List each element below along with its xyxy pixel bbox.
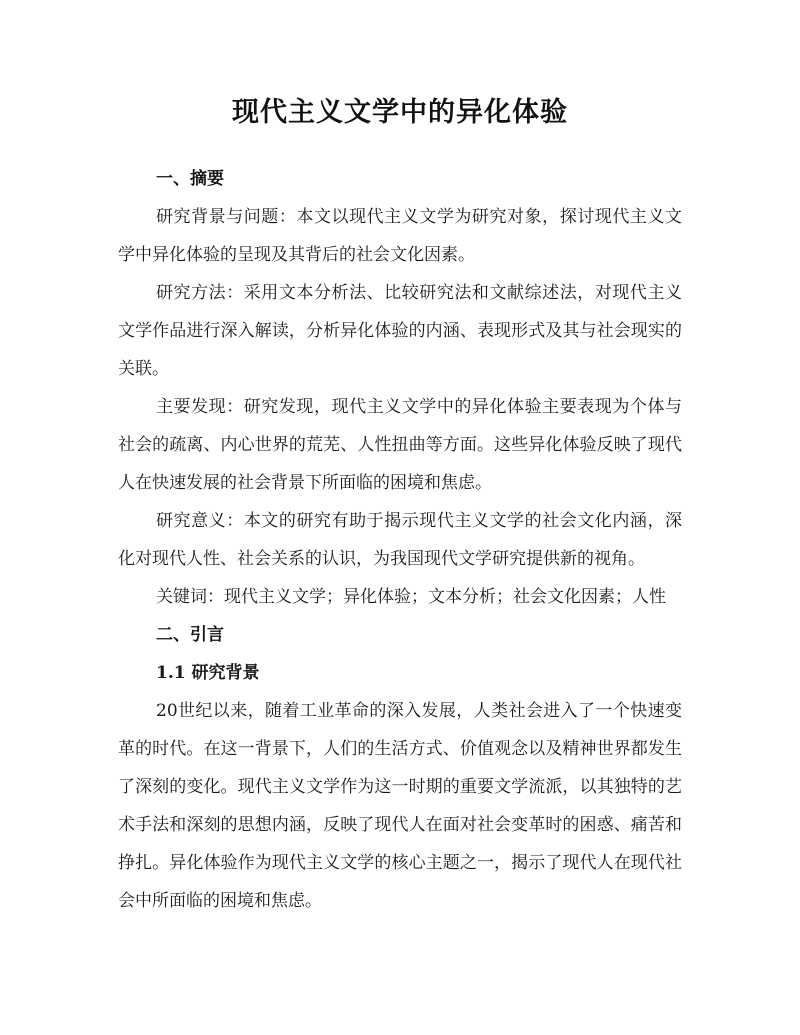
section-heading-introduction: 二、引言: [156, 625, 224, 645]
introduction-section: [118, 616, 682, 920]
abstract-section: [118, 160, 682, 616]
document-title: 现代主义文学中的异化体验: [232, 97, 568, 128]
abstract-significance-paragraph: 研究意义：本文的研究有助于揭示现代主义文学的社会文化内涵，深化对现代人性、社会关系的认识，为我国现代文学研究提供新的视角。: [118, 511, 682, 569]
section-heading-abstract: 一、摘要: [156, 169, 224, 189]
keywords-paragraph: 关键词：现代主义文学；异化体验；文本分析；社会文化因素；人性: [156, 587, 666, 607]
abstract-background-paragraph: 研究背景与问题：本文以现代主义文学为研究对象，探讨现代主义文学中异化体验的呈现及其背后的社会文化因素。: [118, 207, 682, 265]
abstract-findings-paragraph: 主要发现：研究发现，现代主义文学中的异化体验主要表现为个体与社会的疏离、内心世界的荒芜、人性扭曲等方面。这些异化体验反映了现代人在快速发展的社会背景下所面临的困境和焦虑。: [118, 397, 682, 493]
research-background-paragraph: 20世纪以来，随着工业革命的深入发展，人类社会进入了一个快速变革的时代。在这一背景下，人们的生活方式、价值观念以及精神世界都发生了深刻的变化。现代主义文学作为这一时期的重要文学流派，以其独特的艺术手法和深刻的思想内涵，反映了现代人在面对社会变革时的困惑、痛苦和挣扎。异化体验作为现代主义文学的核心主题之一，揭示了现代人在现代社会中所面临的困境和焦虑。: [118, 701, 682, 911]
abstract-methods-paragraph: 研究方法：采用文本分析法、比较研究法和文献综述法，对现代主义文学作品进行深入解读，分析异化体验的内涵、表现形式及其与社会现实的关联。: [118, 283, 682, 379]
subsection-heading-research-background: 1.1 研究背景: [156, 663, 260, 683]
